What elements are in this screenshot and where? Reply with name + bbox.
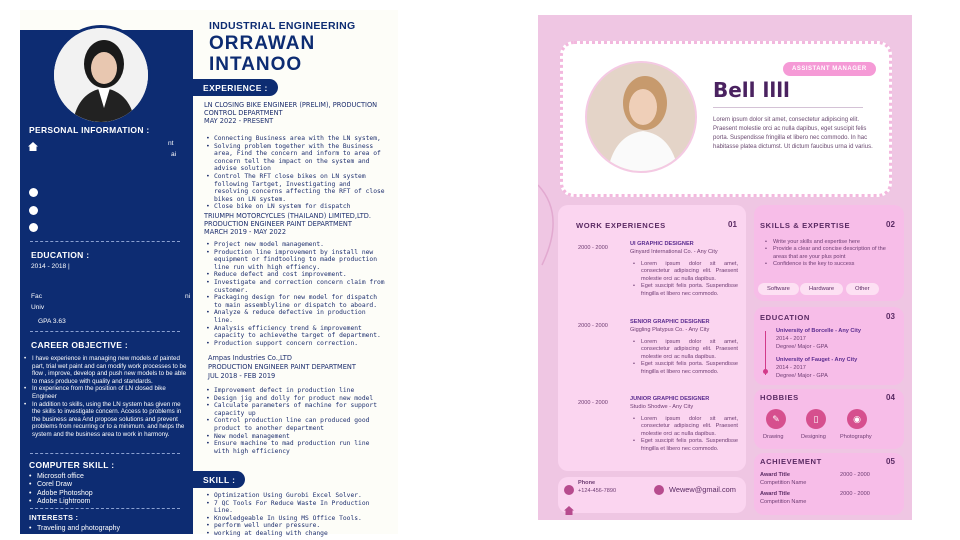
skill-chip: Other bbox=[846, 283, 879, 295]
education-school: University of Fauget - Any City bbox=[776, 357, 858, 363]
education-number: 03 bbox=[886, 312, 895, 321]
designing-icon: ▯ bbox=[806, 409, 826, 429]
profile-name: Bell llll bbox=[713, 78, 790, 102]
phone-icon bbox=[564, 485, 574, 495]
left-sidebar bbox=[20, 30, 193, 534]
hobby-label: Photography bbox=[840, 434, 872, 440]
achievement-number: 05 bbox=[886, 457, 895, 466]
list-item: • New model management bbox=[205, 433, 387, 441]
skills-heading: SKILLS & EXPERTISE bbox=[760, 221, 851, 230]
award-sub: Competition Name bbox=[760, 499, 807, 505]
award-years: 2000 - 2000 bbox=[840, 472, 870, 478]
list-item: • Analysis efficiency trend & improvement capacity to achievethe target of department. bbox=[205, 325, 387, 340]
list-item: • Calculate parameters of machine for support capacity up bbox=[205, 402, 387, 417]
phone-label: Phone bbox=[578, 480, 596, 486]
list-item: • Microsoft office bbox=[29, 473, 179, 481]
work-bullets bbox=[632, 261, 738, 298]
work-experience-card bbox=[558, 205, 746, 471]
achievement-heading: ACHIEVEMENT bbox=[760, 457, 822, 466]
education-heading: EDUCATION bbox=[760, 313, 810, 322]
list-item: • perform well under pressure. bbox=[205, 522, 390, 530]
education-card bbox=[754, 307, 904, 385]
divider bbox=[30, 331, 180, 332]
education-line: Fac bbox=[31, 293, 42, 300]
list-item: • Eget suscipit felis porta. Suspendisse fringilla et libero nec commodo. bbox=[632, 361, 738, 376]
profile-intro: Lorem ipsum dolor sit amet, consectetur adipiscing elit. Praesent molestie orci ac nulla dapibus, eget suscipit felis porta. Suspendisse fringilla et libero nec commodo. In hac habitasse platea dictumst. Ut dictum faucibus urna id varius. bbox=[713, 117, 873, 150]
list-item: • Solving problem together with the Business area, Find the concern and inform to area of concern tell the impact on the system and advise solution bbox=[205, 143, 387, 173]
award-years: 2000 - 2000 bbox=[840, 491, 870, 497]
list-item: • In experience from the position of LN closed bike Engineer bbox=[24, 385, 189, 400]
education-years: 2014 - 2017 bbox=[776, 336, 806, 342]
hobbies-number: 04 bbox=[886, 393, 895, 402]
list-item: • Knowledgeable In Using MS Office Tools. bbox=[205, 515, 390, 523]
award-title: Award Title bbox=[760, 472, 790, 478]
list-item: • Lorem ipsum dolor sit amet, consectetur adipiscing elit. Praesent molestie orci ac nulla dapibus. bbox=[632, 261, 738, 283]
list-item: • Provide a clear and concise description of the areas that are your plus point bbox=[764, 246, 898, 261]
list-item: • Close bike on LN system for dispatch bbox=[205, 203, 387, 211]
list-item: • Write your skills and expertise here bbox=[764, 239, 898, 246]
list-item: • Improvement defect in production line bbox=[205, 387, 387, 395]
hobby-label: Designing bbox=[801, 434, 826, 440]
education-line: ni bbox=[185, 293, 191, 300]
work-bullets bbox=[632, 416, 738, 453]
list-item: • Design jig and dolly for product new model bbox=[205, 395, 387, 403]
list-item: • Production line improvement by install new equipment or findtooling to made production line run with high effiency. bbox=[205, 249, 387, 272]
experience-heading: EXPERIENCE : bbox=[193, 79, 278, 96]
list-item: • Investigate and correction concern claim from customer. bbox=[205, 279, 387, 294]
divider bbox=[30, 453, 180, 454]
list-item: • I have experience in managing new models of painted part, trial wet paint and can modify work processes to be flow , improve, develop and push new models to be able to mass produce with quality and standards. bbox=[24, 355, 189, 385]
computer-skill-heading: COMPUTER SKILL : bbox=[29, 460, 115, 470]
right-resume bbox=[538, 15, 912, 520]
achievement-card bbox=[754, 453, 904, 515]
divider bbox=[713, 107, 863, 108]
job-title: PRODUCTION ENGINEER PAINT DEPARTMENT bbox=[208, 363, 356, 371]
resume-subtitle: INDUSTRIAL ENGINEERING bbox=[209, 20, 356, 32]
skill-chip: Software bbox=[758, 283, 799, 295]
work-years: 2000 - 2000 bbox=[578, 323, 608, 329]
list-item: • Adobe Photoshop bbox=[29, 490, 179, 498]
camera-icon: ◉ bbox=[847, 409, 867, 429]
personal-line: nt bbox=[168, 140, 174, 147]
list-item: • Eget suscipit felis porta. Suspendisse fringilla et libero nec commodo. bbox=[632, 283, 738, 298]
career-objective-list bbox=[24, 355, 189, 439]
resume-last-name: INTANOO bbox=[209, 54, 303, 75]
work-number: 01 bbox=[728, 220, 737, 229]
work-years: 2000 - 2000 bbox=[578, 245, 608, 251]
list-item: • Packaging design for new model for dispatch to main assemblyline or dispatch to aboard. bbox=[205, 294, 387, 309]
email-icon bbox=[29, 206, 38, 215]
job-company: Ampas Industries Co.,LTD bbox=[208, 354, 292, 362]
education-years: 2014 - 2017 bbox=[776, 365, 806, 371]
interests-list bbox=[29, 525, 179, 533]
phone-number: +124-456-7890 bbox=[578, 488, 617, 494]
divider bbox=[30, 508, 180, 509]
list-item: • Traveling and photography bbox=[29, 525, 179, 533]
work-company: Ginyard International Co. - Any City bbox=[630, 249, 718, 255]
list-item: • Connecting Business area with the LN system, bbox=[205, 135, 387, 143]
skill-list bbox=[205, 492, 390, 538]
award-sub: Competition Name bbox=[760, 480, 807, 486]
education-degree: Degree/ Major - GPA bbox=[776, 373, 828, 379]
award-title: Award Title bbox=[760, 491, 790, 497]
job-duties bbox=[205, 135, 387, 211]
education-heading: EDUCATION : bbox=[31, 250, 90, 260]
phone-icon bbox=[29, 188, 38, 197]
education-gpa: GPA 3.63 bbox=[38, 318, 66, 325]
drawing-icon: ✎ bbox=[766, 409, 786, 429]
work-title: SENIOR GRAPHIC DESIGNER bbox=[630, 319, 710, 325]
work-company: Studio Shodwe - Any City bbox=[630, 404, 694, 410]
home-icon bbox=[28, 138, 38, 147]
work-years: 2000 - 2000 bbox=[578, 400, 608, 406]
list-item: • Control The RFT close bikes on LN system following Tartget, Investigating and resolving concerns affecting the RFT of close bikes on LN system. bbox=[205, 173, 387, 203]
list-item: • Control production line can produced good product to another department bbox=[205, 417, 387, 432]
home-icon bbox=[564, 502, 574, 511]
skills-card bbox=[754, 205, 904, 301]
profile-photo bbox=[51, 25, 151, 125]
personal-info-heading: PERSONAL INFORMATION : bbox=[29, 125, 150, 135]
work-heading: WORK EXPERIENCES bbox=[576, 221, 666, 230]
job-badge: ASSISTANT MANAGER bbox=[783, 62, 876, 76]
list-item: • Production support concern correction. bbox=[205, 340, 387, 348]
job-date: MAY 2022 - PRESENT bbox=[204, 117, 274, 125]
job-duties bbox=[205, 241, 387, 347]
skill-chip: Hardware bbox=[800, 283, 843, 295]
hobby-label: Drawing bbox=[763, 434, 784, 440]
job-title: LN CLOSING BIKE ENGINEER (PRELIM), PRODUCTION CONTROL DEPARTMENT bbox=[204, 101, 378, 117]
career-objective-heading: CAREER OBJECTIVE : bbox=[31, 340, 129, 350]
job-date: JUL 2018 - FEB 2019 bbox=[208, 372, 276, 380]
work-title: UI GRAPHIC DESIGNER bbox=[630, 241, 694, 247]
email-icon bbox=[654, 485, 664, 495]
list-item: • In addition to skills, using the LN system has given me the skills to investigate concern. Access to problems in the business area And propose solutions and prevent problems from recurring or to a minimum. and helps the system and the business area to work in harmony. bbox=[24, 401, 189, 439]
list-item: • working at dealing with change bbox=[205, 530, 390, 538]
work-title: JUNIOR GRAPHIC DESIGNER bbox=[630, 396, 710, 402]
timeline-dot bbox=[763, 369, 768, 374]
job-title: TRIUMPH MOTORCYCLES (THAILAND) LIMITED,LTD. PRODUCTION ENGINEER PAINT DEPARTMENT bbox=[204, 212, 371, 228]
personal-line: ai bbox=[171, 151, 177, 158]
list-item: • 7 QC Tools For Reduce Waste In Production Line. bbox=[205, 500, 390, 515]
skills-number: 02 bbox=[886, 220, 895, 229]
line-app-icon bbox=[29, 223, 38, 232]
hobbies-heading: HOBBIES bbox=[760, 393, 799, 402]
job-duties bbox=[205, 387, 387, 455]
work-company: Giggling Platypus Co. - Any City bbox=[630, 327, 710, 333]
list-item: • Reduce defect and cost improvement. bbox=[205, 271, 387, 279]
list-item: • Lorem ipsum dolor sit amet, consectetur adipiscing elit. Praesent molestie orci ac nulla dapibus. bbox=[632, 416, 738, 438]
profile-photo bbox=[585, 61, 697, 173]
education-school: University of Borcelle - Any City bbox=[776, 328, 861, 334]
divider bbox=[30, 241, 180, 242]
education-years: 2014 - 2018 | bbox=[31, 263, 70, 270]
list-item: • Ensure machine to mad production run line with high efficiency bbox=[205, 440, 387, 455]
resume-first-name: ORRAWAN bbox=[209, 33, 316, 54]
list-item: • Project new model management. bbox=[205, 241, 387, 249]
job-date: MARCH 2019 - MAY 2022 bbox=[204, 228, 287, 236]
list-item: • Eget suscipit felis porta. Suspendisse fringilla et libero nec commodo. bbox=[632, 438, 738, 453]
interests-heading: INTERESTS : bbox=[29, 513, 79, 522]
hobbies-card bbox=[754, 389, 904, 449]
list-item: • Adobe Lightroom bbox=[29, 498, 179, 506]
education-degree: Degree/ Major - GPA bbox=[776, 344, 828, 350]
computer-skill-list bbox=[29, 473, 179, 507]
list-item: • Corel Draw bbox=[29, 481, 179, 489]
education-line: Univ bbox=[31, 304, 45, 311]
list-item: • Optimization Using Gurobi Excel Solver. bbox=[205, 492, 390, 500]
list-item: • Lorem ipsum dolor sit amet, consectetur adipiscing elit. Praesent molestie orci ac nulla dapibus. bbox=[632, 339, 738, 361]
left-resume bbox=[20, 10, 398, 537]
email-address: Wewew@gmail.com bbox=[669, 485, 736, 494]
skills-list bbox=[764, 239, 898, 269]
contact-card bbox=[558, 477, 746, 513]
skill-heading: SKILL : bbox=[193, 471, 245, 488]
list-item: • Confidence is the key to success bbox=[764, 261, 898, 268]
work-bullets bbox=[632, 339, 738, 376]
list-item: • Analyze & reduce defective in production line. bbox=[205, 309, 387, 324]
